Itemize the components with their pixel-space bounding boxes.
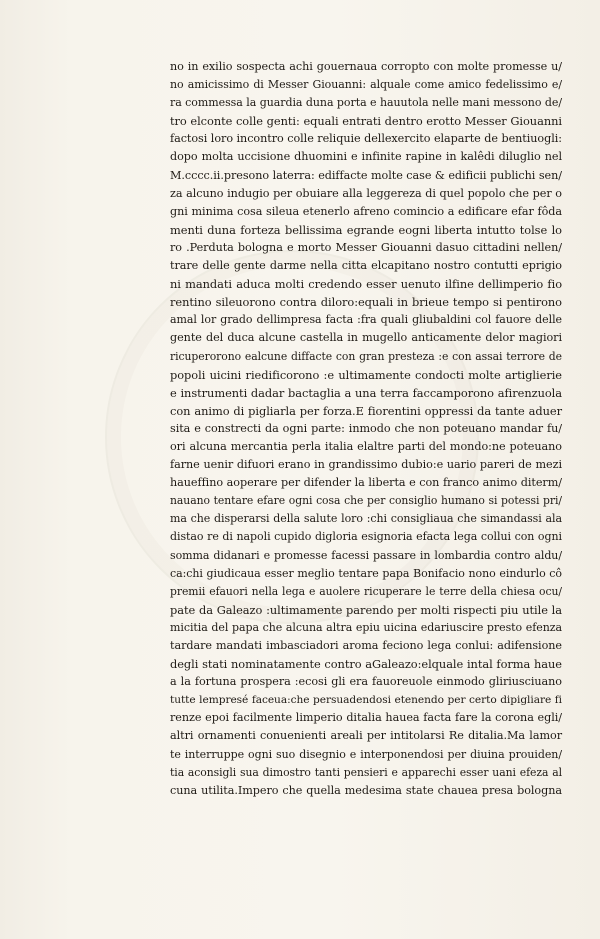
text-line: ca:chi giudicaua esser meglio tentare papa Bonifacio nono eindurlo cô [170,566,562,580]
text-line: renze epoi facilmente limperio ditalia hauea facta fare la corona egli/ [170,711,562,725]
text-line: ro .Perduta bologna e morto Messer Giouanni dasuo cittadini nellen/ [170,240,562,254]
text-line: no amicissimo di Messer Giouanni: alquale come amico fedelissimo e/ [170,78,562,92]
text-line: za alcuno indugio per obuiare alla leggereza di quel popolo che per o [170,186,562,200]
text-line: cuna utilita.Impero che quella medesima state chauea presa bologna [170,783,562,797]
text-line: tro elconte colle genti: equali entrati dentro erotto Messer Giouanni [170,114,562,129]
text-line: popoli uicini riedificorono :e ultimamente condocti molte artiglierie [170,367,562,382]
text-line: e instrumenti dadar bactaglia a una terra faccamporono afirenzuola [170,385,562,400]
text-line: tutte lempresé faceua:che persuadendosi etenendo per certo dipigliare fi [170,694,562,707]
text-line: haueffino aoperare per difender la liberta e con franco animo diterm/ [170,476,562,490]
text-line: farne uenir difuori erano in grandissimo dubio:e uario pareri de mezi [170,458,562,472]
text-line: ori alcuna mercantia perla italia elaltre parti del mondo:ne poteuano [170,439,562,453]
text-line: ra commessa la guardia duna porta e hauutola nelle mani messono de/ [170,96,562,110]
text-line: tardare mandati imbasciadori aroma feciono lega conlui: adifensione [170,639,562,652]
text-line: amal lor grado dellimpresa facta :fra quali gliubaldini col fauore delle [170,313,562,327]
text-line: gente del duca alcune castella in mugello anticamente delor magiori [170,331,562,345]
text-line: tia aconsigli sua dimostro tanti pensieri e apparechi esser uani efeza al [170,765,562,779]
text-line: factosi loro incontro colle reliquie dellexercito elaparte de bentiuogli: [170,132,562,146]
text-line: nauano tentare efare ogni cosa che per consiglio humano si potessi pri/ [170,494,562,508]
text-line: premii efauori nella lega e auolere ricuperare le terre della chiesa ocu/ [170,584,562,598]
text-line: somma didanari e promesse facessi passare in lombardia contro aldu/ [170,548,562,562]
text-line: degli stati nominatamente contro aGaleazo:elquale intal forma haue [170,657,562,672]
text-line: pate da Galeazo :ultimamente parendo per molti rispecti piu utile la [170,602,562,617]
text-line: micitia del papa che alcuna altra epiu uicina edariuscire presto efenza [170,620,562,634]
text-line: no in exilio sospecta achi gouernaua corropto con molte promesse u/ [170,60,562,73]
text-line: con animo di pigliarla per forza.E fiorentini oppressi da tante aduer [170,403,562,418]
text-line: distao re di napoli cupido digloria esignoria efacta lega collui con ogni [170,530,562,544]
text-line: trare delle gente darme nella citta elcapitano nostro contutti eprigio [170,259,562,273]
text-line: ni mandati aduca molti credendo esser uenuto ilfine dellimperio fio [170,277,562,292]
text-line: sita e constrecti da ogni parte: inmodo che non poteuano mandar fu/ [170,421,562,435]
text-line: ricuperorono ealcune diffacte con gran presteza :e con assai terrore de [170,349,562,363]
text-line: menti duna forteza bellissima egrande eogni liberta intutto tolse lo [170,222,562,237]
text-line: ma che disperarsi della salute loro :chi consigliaua che simandassi ala [170,512,562,526]
text-line: M.cccc.ii.presono laterra: ediffacte molte case & edificii publichi sen/ [170,168,562,182]
text-column [170,58,562,800]
text-line: gni minima cosa sileua etenerlo afreno comincio a edificare efar fôda [170,204,562,218]
text-line: altri ornamenti conuenienti areali per intitolarsi Re ditalia.Ma lamor [170,729,562,743]
text-line: a la fortuna prospera :ecosi gli era fauoreuole einmodo gliriusciuano [170,675,562,689]
text-line: rentino sileuorono contra diloro:equali in brieue tempo si pentirono [170,295,562,310]
text-line: dopo molta uccisione dhuomini e infinite rapine in kalêdi diluglio nel [170,150,562,164]
text-line: te interruppe ogni suo disegnio e interponendosi per diuina prouiden/ [170,747,562,761]
